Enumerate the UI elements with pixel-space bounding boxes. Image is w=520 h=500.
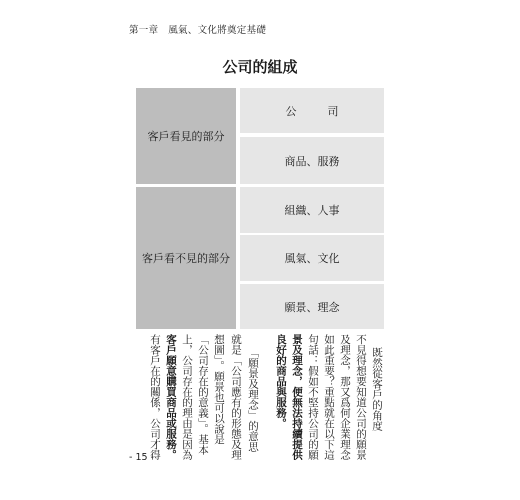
- text-column: 有客戶在的關係，公司才得: [149, 334, 161, 460]
- invisible-part-label: 客戶看不見的部分: [136, 187, 236, 329]
- text-column: 客戶願意購買商品或服務。: [165, 334, 177, 460]
- page-number: - 15 -: [129, 452, 154, 463]
- text-column: 「願景及理念」的意思: [247, 347, 259, 452]
- text-column: 不見得想要知道公司的願景: [355, 334, 367, 460]
- item-products-services: 商品、服務: [240, 137, 384, 184]
- item-vision-philosophy: 願景、理念: [240, 284, 384, 329]
- text-column: 景及理念，便無法持續提供: [291, 334, 303, 460]
- text-column: 句話：假如不堅持公司的願: [307, 334, 319, 460]
- text-column: 就是「公司應有的形態及理: [230, 334, 242, 460]
- company-structure-table: [136, 88, 384, 329]
- text-column: 既然從客戶的角度: [371, 347, 383, 431]
- text-column: 及理念，那又爲何企業理念: [339, 334, 351, 460]
- text-column: 想圖」。願景也可以說是: [213, 334, 225, 445]
- diagram-title: 公司的組成: [222, 58, 298, 76]
- chapter-header: 第一章 風氣、文化將奠定基礎: [129, 25, 267, 36]
- text-column: 「公司存在的意義」。基本: [197, 334, 209, 455]
- item-culture: 風氣、文化: [240, 235, 384, 281]
- text-column: 上，公司存在的理由是因為: [181, 334, 193, 460]
- text-column: 如此重要？重點就在以下這: [323, 334, 335, 460]
- text-column: 良好的商品與服務。: [275, 334, 287, 429]
- item-organization-personnel: 組織、人事: [240, 187, 384, 233]
- item-company: 公 司: [240, 88, 384, 133]
- visible-part-label: 客戶看見的部分: [136, 88, 236, 184]
